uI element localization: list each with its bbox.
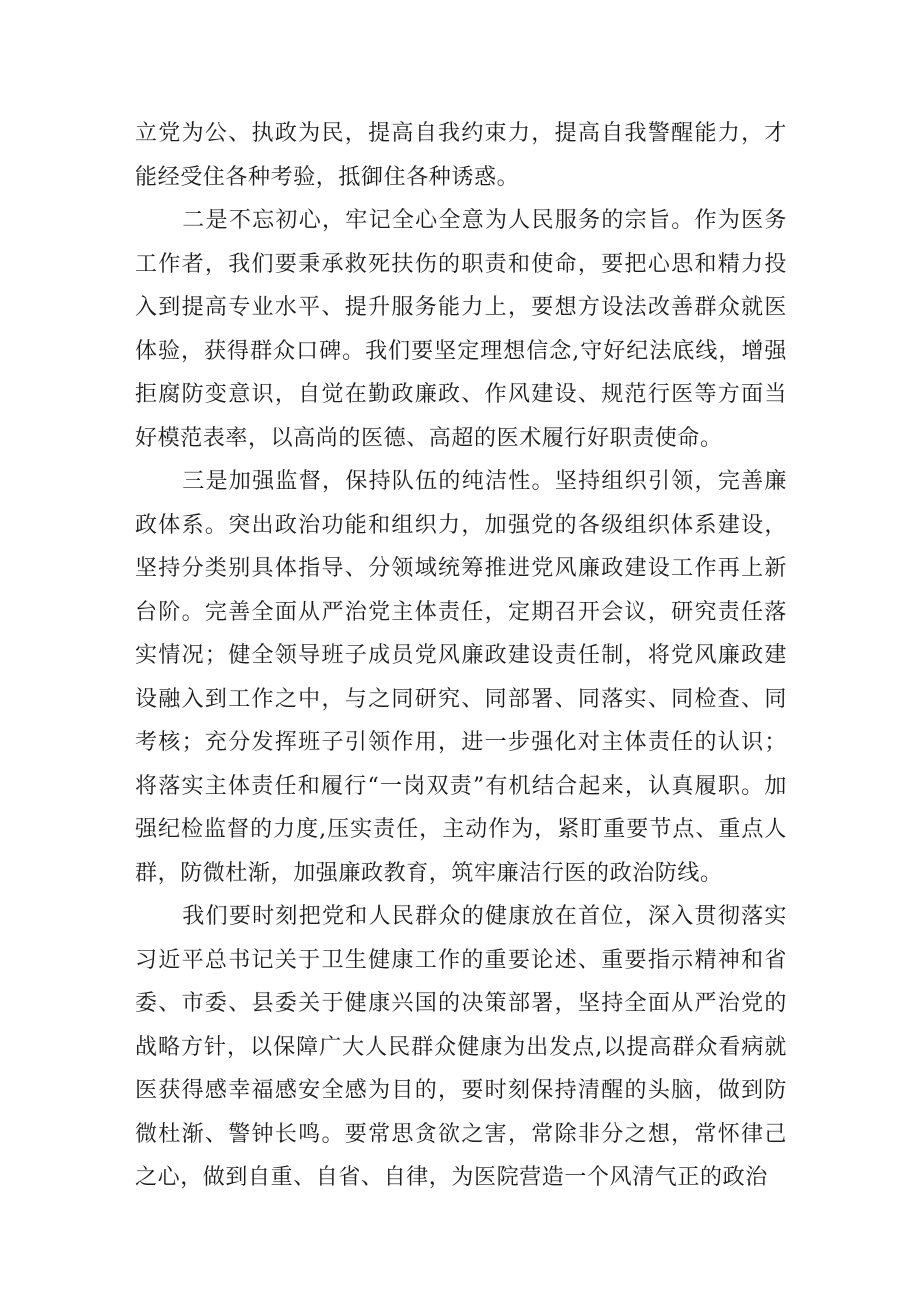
document-body: [135, 112, 787, 1200]
paragraph-point-two: 二是不忘初心，牢记全心全意为人民服务的宗旨。作为医务工作者，我们要秉承救死扶伤的职责和使命，要把心思和精力投入到提高专业水平、提升服务能力上，要想方设法改善群众就医体验，获得群众口碑。我们要坚定理想信念,守好纪法底线，增强拒腐防变意识，自觉在勤政廉政、作风建设、规范行医等方面当好模范表率，以高尚的医德、高超的医术履行好职责使命。: [135, 208, 787, 451]
paragraph-point-three: 三是加强监督，保持队伍的纯洁性。坚持组织引领，完善廉政体系。突出政治功能和组织力，加强党的各级组织体系建设，坚持分类别具体指导、分领域统筹推进党风廉政建设工作再上新台阶。完善全面从严治党主体责任，定期召开会议，研究责任落实情况；健全领导班子成员党风廉政建设责任制，将党风廉政建设融入到工作之中，与之同研究、同部署、同落实、同检查、同考核；充分发挥班子引领作用，进一步强化对主体责任的认识；将落实主体责任和履行“一岗双责”有机结合起来，认真履职。加强纪检监督的力度,压实责任，主动作为，紧盯重要节点、重点人群，防微杜渐，加强廉政教育，筑牢廉洁行医的政治防线。: [135, 469, 787, 886]
paragraph-continuation: 立党为公、执政为民，提高自我约束力，提高自我警醒能力，才能经受住各种考验，抵御住各种诱惑。: [135, 121, 787, 190]
paragraph-conclusion: 我们要时刻把党和人民群众的健康放在首位，深入贯彻落实习近平总书记关于卫生健康工作的重要论述、重要指示精神和省委、市委、县委关于健康兴国的决策部署，坚持全面从严治党的战略方针，以保障广大人民群众健康为出发点,以提高群众看病就医获得感幸福感安全感为目的，要时刻保持清醒的头脑，做到防微杜渐、警钟长鸣。要常思贪欲之害，常除非分之想，常怀律己之心，做到自重、自省、自律，为医院营造一个风清气正的政治: [135, 904, 787, 1190]
